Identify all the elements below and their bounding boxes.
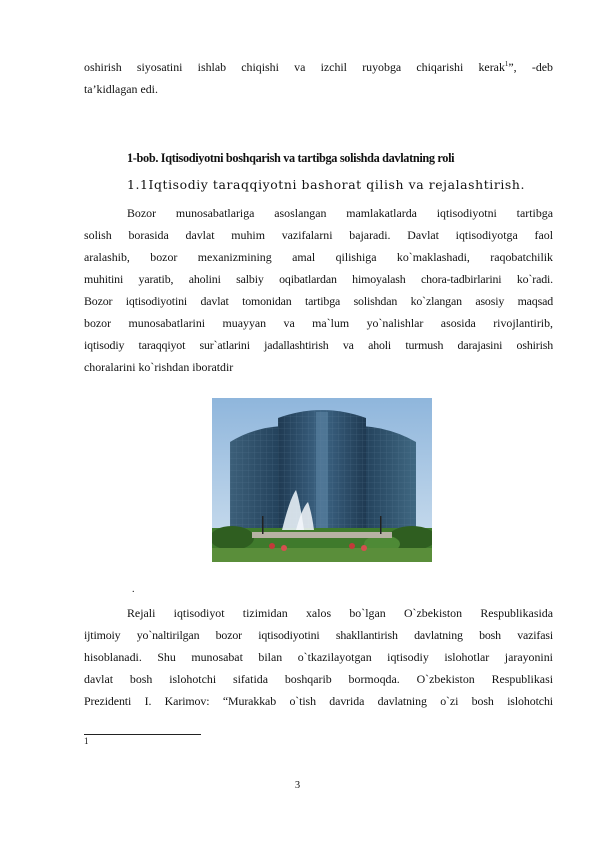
para1-line: solish borasida davlat muhim vazifalarni bajaradi. Davlat iqtisodiyotga faol — [84, 228, 553, 242]
para2-line: davlat bosh islohotchi sifatida boshqarib bormoqda. O`zbekiston Respublikasi — [84, 672, 553, 686]
para2-line: ijtimoiy yo`naltirilgan bozor iqtisodiyotini shakllantirish davlatning bosh vazifasi — [84, 628, 553, 642]
para1-line: bozor munosabatlarini muayyan va ma`lum yo`nalishlar asosida rivojlantirib, — [84, 316, 553, 330]
footnote-separator — [84, 734, 201, 735]
para1-line: iqtisodiy taraqqiyot sur`atlarini jadallashtirish va aholi turmush darajasini oshirish — [84, 338, 553, 352]
para1-line: choralarini ko`rishdan iboratdir — [84, 360, 234, 374]
section-title: 1.1Iqtisodiy taraqqiyotni bashorat qilish va rejalashtirish. — [127, 177, 525, 192]
figure-caption-dot: . — [132, 584, 135, 595]
intro-line-1-text: oshirish siyosatini ishlab chiqishi va izchil ruyobga chiqarishi kerak — [84, 60, 505, 74]
para2-line: hisoblanadi. Shu munosabat bilan o`tkazilayotgan iqtisodiy islohotlar jarayonini — [84, 650, 553, 664]
page-number: 3 — [294, 780, 301, 791]
intro-line-1-end: ”, -deb — [508, 60, 553, 74]
para1-line: aralashib, bozor mexanizmining amal qilishiga ko`maklashadi, raqobatchilik — [84, 250, 553, 264]
building-illustration — [212, 398, 432, 562]
para1-line: muhitini yaratib, aholini salbiy oqibatlardan himoyalash chora-tadbirlarini ko`radi. — [84, 272, 553, 286]
intro-line-2: ta’kidlagan edi. — [84, 82, 158, 96]
building-photo — [212, 398, 432, 562]
chapter-title: 1-bob. Iqtisodiyotni boshqarish va tartibga solishda davlatning roli — [127, 151, 455, 165]
para1-line: Bozor iqtisodiyotini davlat tomonidan tartibga solishdan ko`zlangan asosiy maqsad — [84, 294, 553, 308]
para2-line: Rejali iqtisodiyot tizimidan xalos bo`lgan O`zbekiston Respublikasida — [127, 606, 553, 620]
para1-line: Bozor munosabatlariga asoslangan mamlakatlarda iqtisodiyotni tartibga — [127, 206, 553, 220]
footnote-number: 1 — [84, 736, 89, 746]
footnote-ref[interactable]: 1 — [504, 60, 509, 69]
intro-line-1 — [84, 56, 553, 78]
para2-line: Prezidenti I. Karimov: “Murakkab o`tish davrida davlatning o`zi bosh islohotchi — [84, 694, 553, 708]
